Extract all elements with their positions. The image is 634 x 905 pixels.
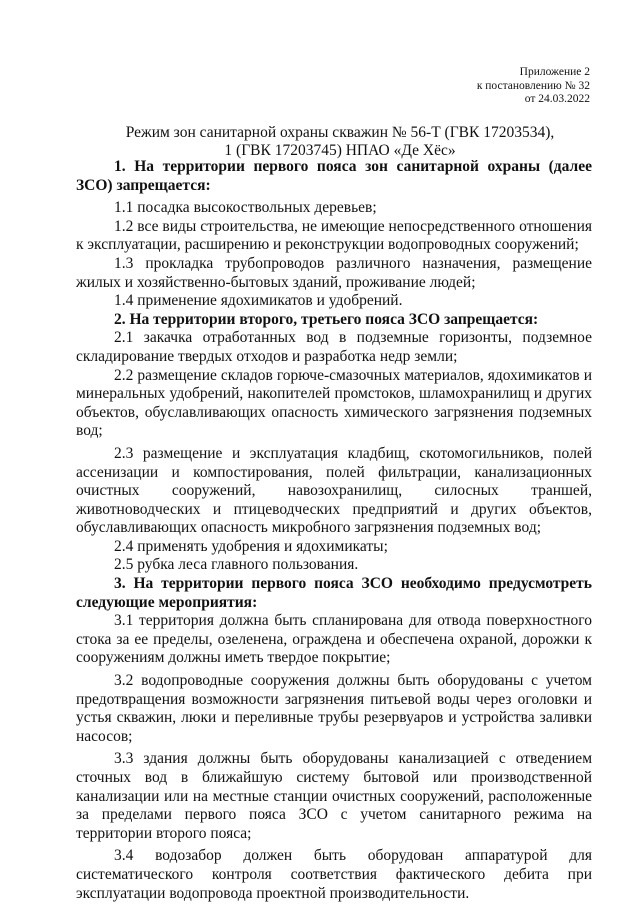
section-heading-2: 2. На территории второго, третьего пояса ЗСО запрещается: xyxy=(114,310,539,328)
list-item: 2.5 рубка леса главного пользования. xyxy=(114,556,359,574)
appendix-line: Приложение 2 xyxy=(519,66,590,78)
list-item: 3.1 территория должна быть спланирована для отвода поверхностного стока за ее пределы, озеленена, ограждена и обеспечена охраной, дорожки к сооружениям должны иметь твердое покрытие; xyxy=(76,612,592,667)
document-body xyxy=(76,158,592,903)
section-heading-1: 1. На территории первого пояса зон санитарной охраны (далее ЗСО) запрещается: xyxy=(76,158,592,194)
list-item: 2.3 размещение и эксплуатация кладбищ, скотомогильников, полей ассенизации и компостирования, полей фильтрации, канализационных очистных сооружений, навозохранилищ, силосных траншей, животноводческих и птицеводческих предприятий и других объектов, обуславливающих опасность микробного загрязнения подземных вод; xyxy=(76,444,592,537)
resolution-line: к постановлению № 32 xyxy=(476,79,590,92)
section-heading-3: 3. На территории первого пояса ЗСО необходимо предусмотреть следующие мероприятия: xyxy=(76,575,592,611)
document-title xyxy=(60,124,620,160)
list-item: 2.4 применять удобрения и ядохимикаты; xyxy=(114,537,388,555)
list-item: 2.1 закачка отработанных вод в подземные горизонты, подземное складирование твердых отходов и разработка недр земли; xyxy=(76,329,592,365)
list-item: 1.1 посадка высокоствольных деревьев; xyxy=(114,199,377,217)
list-item: 3.4 водозабор должен быть оборудован аппаратурой для систематического контроля соответствия фактического дебита при эксплуатации водопровода проектной производительности. xyxy=(76,847,592,902)
list-item: 1.2 все виды строительства, не имеющие непосредственного отношения к эксплуатации, расширению и реконструкции водопроводных сооружений; xyxy=(76,217,592,254)
list-item: 1.3 прокладка трубопроводов различного назначения, размещение жилых и хозяйственно-бытовых зданий, проживание людей; xyxy=(76,254,592,291)
list-item: 3.3 здания должны быть оборудованы канализацией с отведением сточных вод в ближайшую систему бытовой или производственной канализации или на местные станции очистных сооружений, расположенные за пределами первого пояса ЗСО с учетом санитарного режима на территории второго пояса; xyxy=(76,750,592,842)
title-line-2: 1 (ГВК 17203745) НПАО «Де Хёс» xyxy=(224,142,456,159)
title-line-1: Режим зон санитарной охраны скважин № 56-Т (ГВК 17203534), xyxy=(125,124,555,141)
appendix-header xyxy=(477,66,590,107)
list-item: 1.4 применение ядохимикатов и удобрений. xyxy=(114,292,403,310)
list-item: 2.2 размещение складов горюче-смазочных материалов, ядохимикатов и минеральных удобрений, накопителей промстоков, шламохранилищ и других объектов, обуславливающих опасность химического загрязнения подземных вод; xyxy=(76,366,592,440)
date-line: от 24.03.2022 xyxy=(524,93,590,105)
list-item: 3.2 водопроводные сооружения должны быть оборудованы с учетом предотвращения возможности загрязнения питьевой воды через оголовки и устья скважин, люки и переливные трубы резервуаров и устройства заливки насосов; xyxy=(76,672,592,745)
